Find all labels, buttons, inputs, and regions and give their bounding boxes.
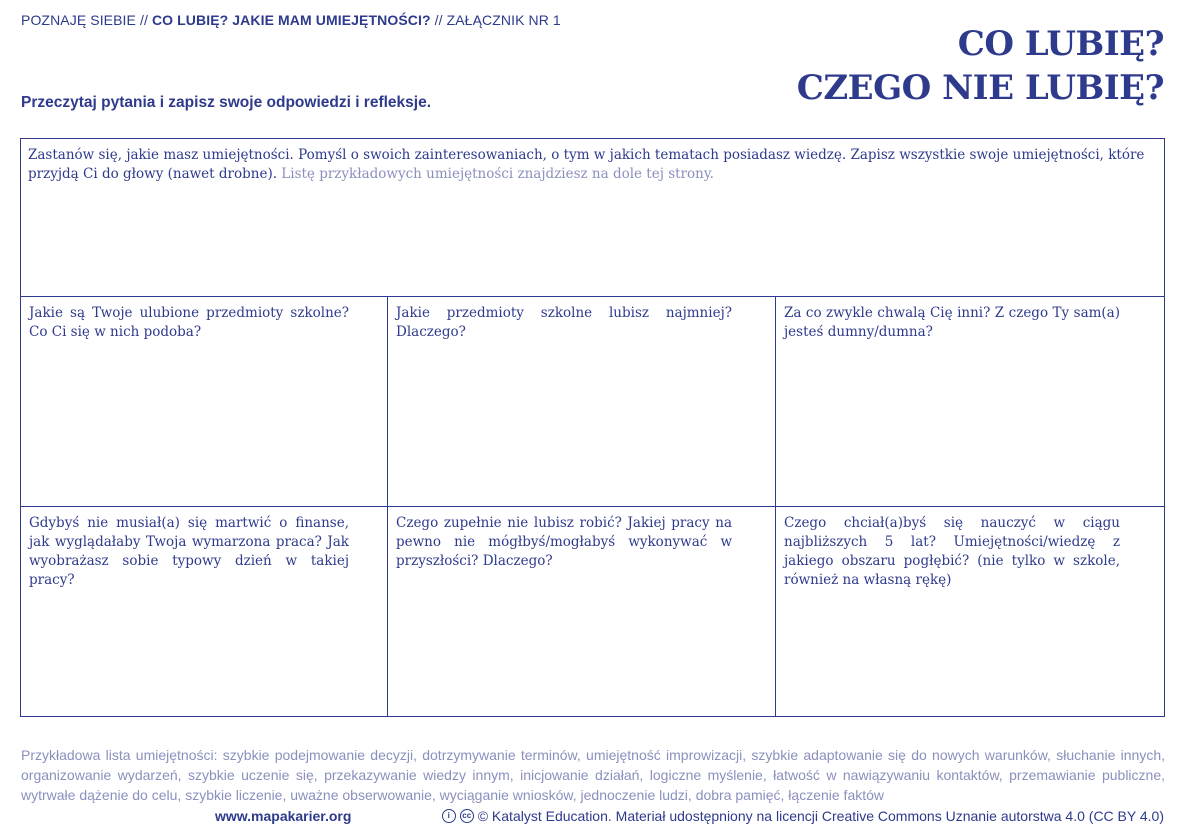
question-skills-box[interactable] — [21, 139, 1164, 297]
question-text: Czego zupełnie nie lubisz robić? Jakiej pracy na pewno nie mógłbyś/mogłabyś wykonywać w przyszłości? Dlaczego? — [396, 515, 732, 569]
skills-list: Przykładowa lista umiejętności: szybkie podejmowanie decyzji, dotrzymywanie terminów, umiejętność improwizacji, szybkie adaptowanie się do nowych warunków, słuchanie innych, organizowanie wydarzeń, szybkie uczenie się, przekazywanie wiedzy innym, inicjowanie działań, logiczne myślenie, łatwość w nawiązywaniu kontaktów, przemawianie publiczne, wytrwałe dążenie do celu, szybkie liczenie, uważne obserwowanie, wyciąganie wniosków, jednoczenie ludzi, dobra pamięć, łączenie faktów — [21, 747, 1165, 803]
question-text: Jakie przedmioty szkolne lubisz najmniej? Dlaczego? — [396, 305, 732, 340]
question-text: Gdybyś nie musiał(a) się martwić o finanse, jak wyglądałaby Twoja wymarzona praca? Jak wyobrażasz sobie typowy dzień w takiej pracy? — [29, 515, 349, 588]
footer-link[interactable]: www.mapakarier.org — [215, 808, 352, 824]
question-text: Jakie są Twoje ulubione przedmioty szkolne? Co Ci się w nich podoba? — [29, 305, 349, 340]
question-box-favorite-subjects[interactable] — [21, 297, 388, 507]
instruction-text: Przeczytaj pytania i zapisz swoje odpowiedzi i refleksje. — [21, 94, 432, 111]
footer-license — [442, 808, 1164, 824]
page-title-line1: CO LUBIĘ? — [957, 24, 1164, 64]
question-skills-hint: Listę przykładowych umiejętności znajdziesz na dole tej strony. — [281, 166, 714, 182]
header-title: CO LUBIĘ? JAKIE MAM UMIEJĘTNOŚCI? — [151, 12, 431, 28]
footer-license-text: © Katalyst Education. Materiał udostępniony na licencji Creative Commons Uznanie autorstwa 4.0 (CC BY 4.0) — [477, 808, 1164, 824]
page-title — [797, 22, 1164, 110]
question-skills-text: Zastanów się, jakie masz umiejętności. Pomyśl o swoich zainteresowaniach, o tym w jakich tematach posiadasz wiedzę. Zapisz wszystkie swoje umiejętności, które przyjdą Ci do głowy (nawet drobne). — [28, 147, 1145, 182]
header-suffix: // ZAŁĄCZNIK NR 1 — [434, 12, 561, 28]
question-box-learning-goals[interactable] — [776, 507, 1164, 716]
page-title-line2: CZEGO NIE LUBIĘ? — [796, 68, 1164, 108]
header-breadcrumb — [21, 12, 561, 28]
questions-grid — [20, 138, 1165, 717]
creative-commons-icon: cc — [460, 809, 474, 823]
creative-commons-by-icon: i — [442, 809, 456, 823]
question-text: Czego chciał(a)byś się nauczyć w ciągu najbliższych 5 lat? Umiejętności/wiedzę z jakiego obszaru pogłębić? (nie tylko w szkole, również na własną rękę) — [784, 515, 1120, 588]
header-prefix: POZNAJĘ SIEBIE // — [21, 12, 148, 28]
question-box-disliked-work[interactable] — [388, 507, 776, 716]
question-box-praise[interactable] — [776, 297, 1164, 507]
question-box-dream-job[interactable] — [21, 507, 388, 716]
question-box-least-liked-subjects[interactable] — [388, 297, 776, 507]
question-text: Za co zwykle chwalą Cię inni? Z czego Ty sam(a) jesteś dumny/dumna? — [784, 305, 1120, 340]
